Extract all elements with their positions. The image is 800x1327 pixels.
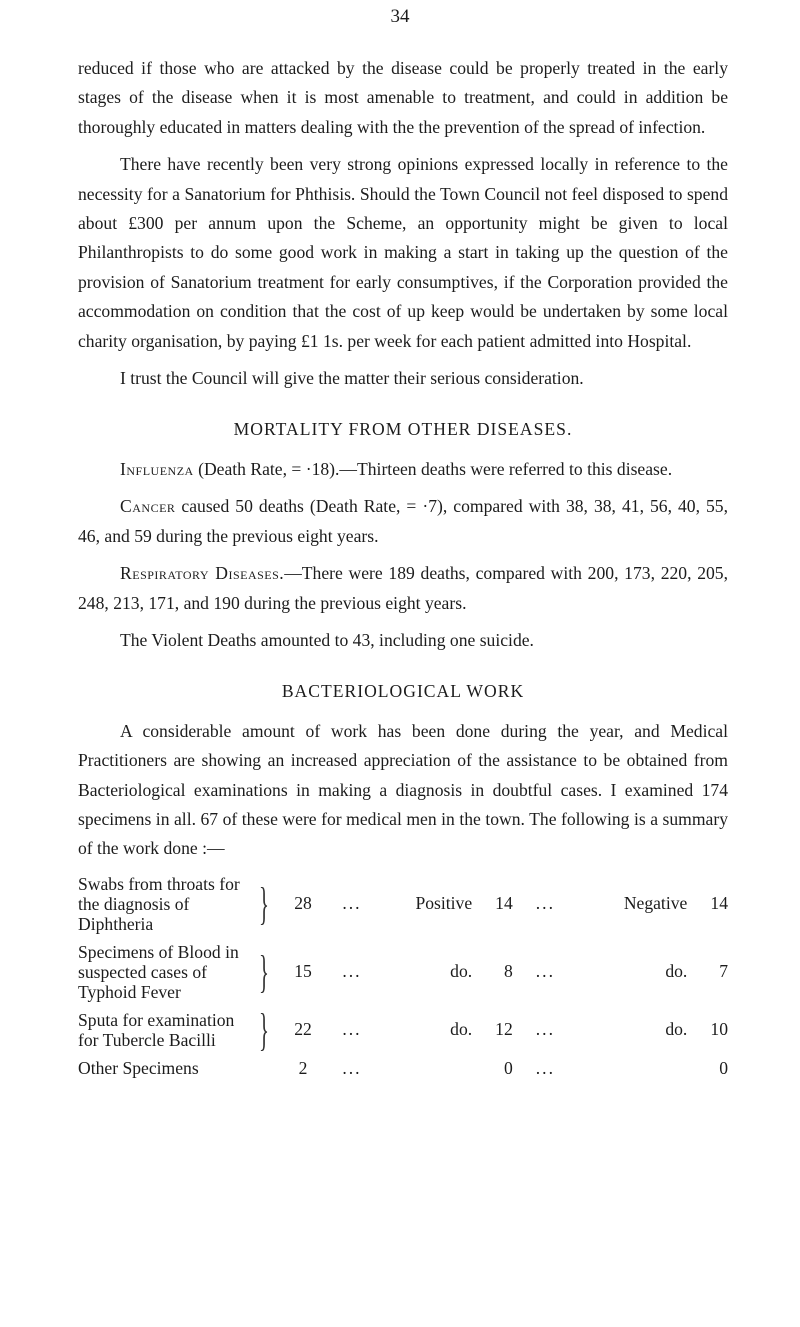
bacteriological-intro: A considerable amount of work has been done during the year, and Medical Practitioners are showing an increased appreciation of the assistance to be obtained from Bacteriological examinations in making a diagnosis in doubtful cases. I examined 174 specimens in all. 67 of these were for medical men in the town. The following is a summary of the work done :— xyxy=(78,720,728,859)
cancer-label: Cancer xyxy=(120,496,176,517)
page-number: 34 xyxy=(390,6,410,27)
respiratory-label: Respiratory Diseases. xyxy=(120,563,285,584)
respiratory-text: —There were 189 deaths, compared with 200, 173, 220, 205, 248, 213, 171, and 190 during the previous eight years. xyxy=(78,563,728,613)
row-dots: ... xyxy=(342,1019,362,1040)
row-label: Other Specimens xyxy=(78,1058,199,1079)
respiratory-paragraph xyxy=(78,559,728,618)
row-dots: ... xyxy=(535,1019,555,1040)
table-row xyxy=(78,938,728,1006)
cancer-paragraph xyxy=(78,492,728,551)
row-negative-value: 7 xyxy=(719,961,728,982)
table-row xyxy=(78,1054,728,1083)
row-negative-label: do. xyxy=(665,961,688,982)
row-positive-value: 12 xyxy=(495,1019,513,1040)
bacteriological-summary-table xyxy=(78,870,728,1083)
table-row xyxy=(78,870,728,938)
row-negative-value: 0 xyxy=(719,1057,728,1078)
row-positive-label: do. xyxy=(450,961,473,982)
bacteriological-heading: BACTERIOLOGICAL WORK xyxy=(281,681,525,702)
violent-deaths-paragraph: The Violent Deaths amounted to 43, including one suicide. xyxy=(120,629,534,650)
row-negative-label: Negative xyxy=(623,893,688,914)
row-label: Specimens of Blood in suspected cases of Typhoid Fever xyxy=(78,941,239,1002)
brace-glyph: } xyxy=(258,1003,269,1055)
row-count: 2 xyxy=(298,1057,308,1078)
row-negative-value: 10 xyxy=(710,1019,728,1040)
mortality-heading: MORTALITY FROM OTHER DISEASES. xyxy=(233,419,573,440)
brace-glyph: } xyxy=(258,945,269,997)
row-dots: ... xyxy=(535,1057,555,1078)
row-label: Swabs from throats for the diagnosis of Diphtheria xyxy=(78,873,240,934)
row-positive-label: Positive xyxy=(415,893,473,914)
row-negative-value: 14 xyxy=(710,893,728,914)
row-label: Sputa for examination for Tubercle Bacilli xyxy=(78,1009,235,1050)
row-dots: ... xyxy=(342,893,362,914)
influenza-text: (Death Rate, = ·18).—Thirteen deaths were referred to this disease. xyxy=(193,458,673,479)
cancer-text: caused 50 deaths (Death Rate, = ·7), compared with 38, 38, 41, 56, 40, 55, 46, and 59 during the previous eight years. xyxy=(78,496,728,546)
row-count: 28 xyxy=(294,893,312,914)
brace-spacer xyxy=(258,1054,269,1083)
row-positive-label: do. xyxy=(450,1019,473,1040)
paragraph-trust: I trust the Council will give the matter their serious consideration. xyxy=(120,368,584,389)
row-dots: ... xyxy=(342,1057,362,1078)
row-positive-value: 14 xyxy=(495,893,513,914)
row-dots: ... xyxy=(535,893,555,914)
row-positive-label xyxy=(374,1054,481,1083)
brace-glyph: } xyxy=(258,877,269,929)
table-row xyxy=(78,1006,728,1054)
row-negative-label: do. xyxy=(665,1019,688,1040)
row-dots: ... xyxy=(535,961,555,982)
row-positive-value: 8 xyxy=(503,961,513,982)
paragraph-sanatorium: There have recently been very strong opinions expressed locally in reference to the necessity for a Sanatorium for Phthisis. Should the Town Council not feel disposed to spend about £300 per annum upon the Scheme, an opportunity might be given to local Philanthropists to do some good work in making a start in taking up the question of the provision of Sanatorium treatment for early consumptives, if the Corporation provided the accommodation on condition that the cost of up keep would be undertaken by some local charity organisation, by paying £1 1s. per week for each patient admitted into Hospital. xyxy=(78,154,728,351)
influenza-label: Influenza xyxy=(120,458,194,479)
row-count: 15 xyxy=(294,961,312,982)
row-count: 22 xyxy=(294,1019,312,1040)
influenza-paragraph xyxy=(78,455,728,484)
document-body xyxy=(78,54,728,1083)
paragraph-1: reduced if those who are attacked by the disease could be properly treated in the early stages of the disease when it is most amenable to treatment, and could in addition be thoroughly educated in matters dealing with the the prevention of the spread of infection. xyxy=(78,58,728,137)
row-dots: ... xyxy=(342,961,362,982)
row-positive-value: 0 xyxy=(503,1057,513,1078)
row-negative-label xyxy=(578,1054,695,1083)
